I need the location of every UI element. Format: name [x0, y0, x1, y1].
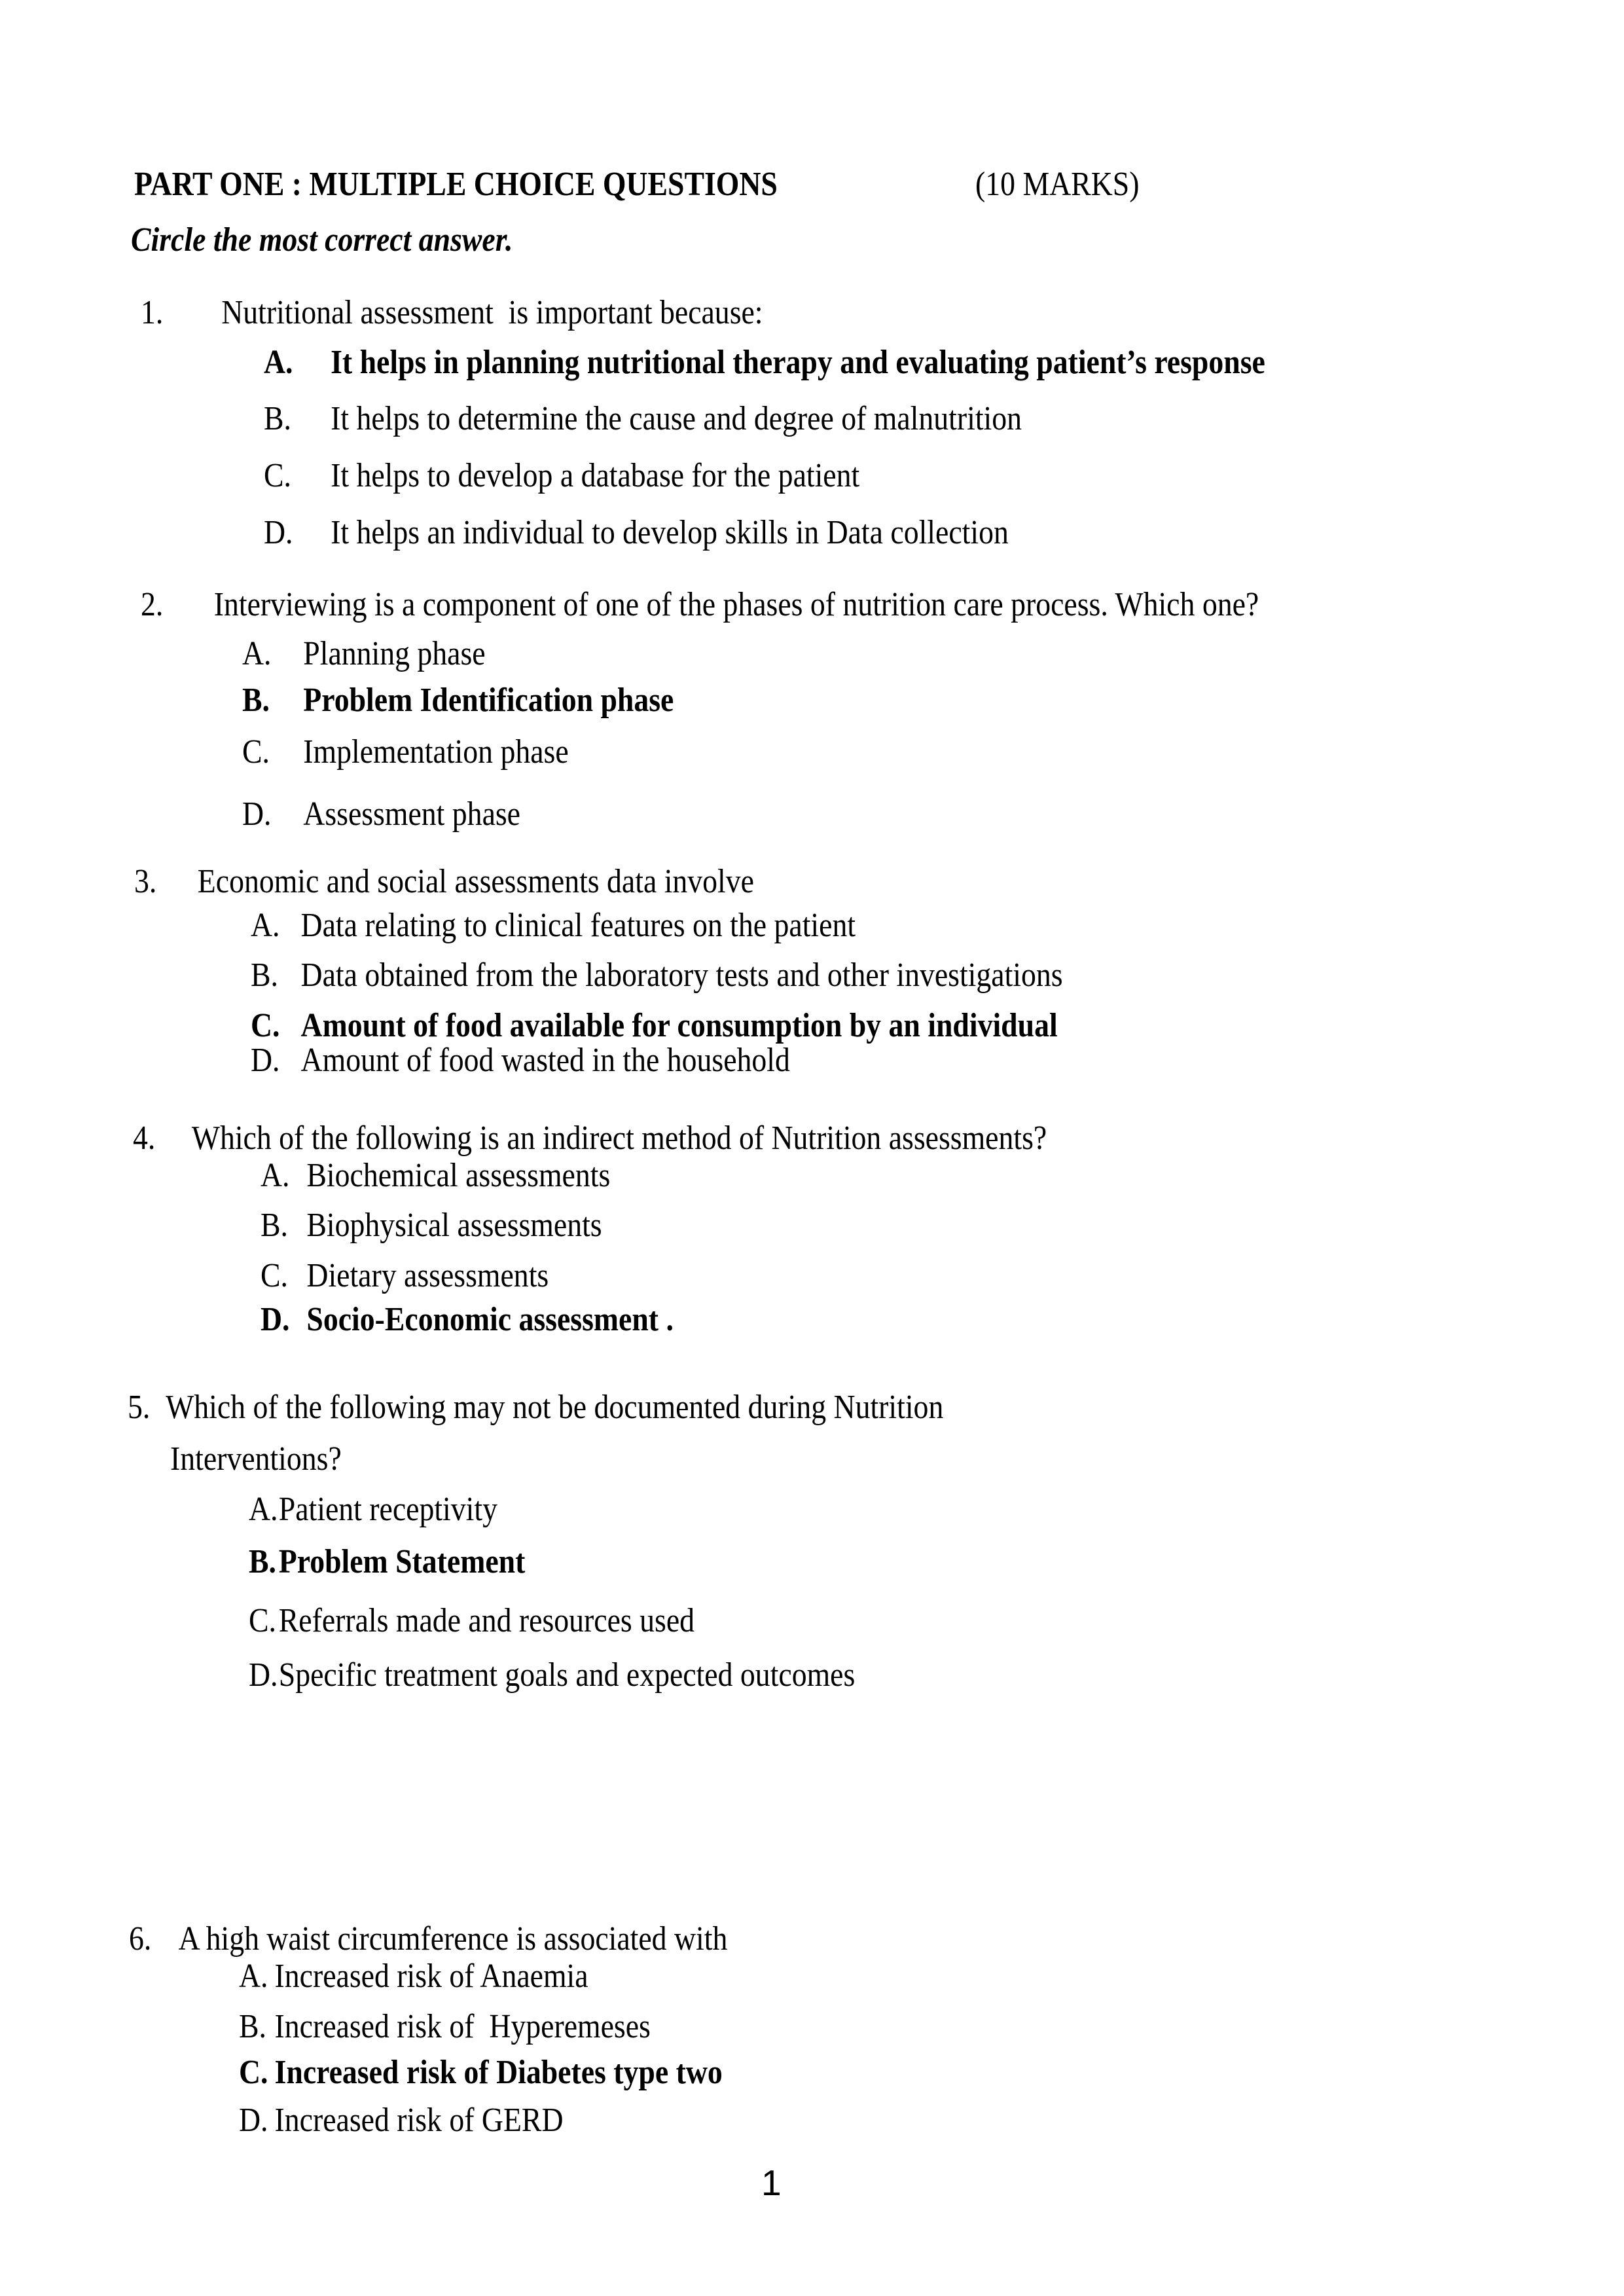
question-1-number: 1. — [141, 294, 164, 331]
option-text: Planning phase — [303, 635, 486, 672]
option-letter: A. — [264, 344, 293, 381]
option-letter: C. — [251, 1007, 280, 1044]
option-text: Biophysical assessments — [306, 1207, 602, 1244]
question-1-text: Nutritional assessment is important because: — [221, 294, 763, 331]
question-5-text: Which of the following may not be documented during Nutrition — [166, 1389, 944, 1426]
option-letter: B. — [242, 682, 270, 719]
option-letter: C. — [249, 1602, 276, 1639]
option-letter: B. — [264, 400, 291, 437]
option-text: Amount of food available for consumption by an individual — [300, 1007, 1058, 1044]
question-5-number: 5. — [128, 1389, 151, 1426]
option-text: Increased risk of GERD — [274, 2102, 564, 2139]
option-letter: A. — [251, 907, 280, 944]
option-text: Increased risk of Hyperemeses — [274, 2008, 651, 2045]
option-letter: B. — [239, 2008, 266, 2045]
question-3-number: 3. — [134, 863, 157, 900]
question-5-option-a — [249, 1490, 497, 1529]
option-letter: C. — [239, 2054, 268, 2091]
question-1-option-c — [264, 456, 859, 496]
option-letter: D. — [249, 1656, 278, 1694]
option-letter: D. — [261, 1301, 290, 1338]
option-text: Dietary assessments — [306, 1257, 549, 1294]
question-1 — [141, 293, 763, 333]
option-letter: C. — [264, 457, 291, 494]
question-6-option-d — [239, 2101, 563, 2140]
question-6-option-c — [239, 2053, 723, 2092]
question-3-text: Economic and social assessments data involve — [197, 863, 754, 900]
question-5-text-line2: Interventions? — [170, 1440, 342, 1478]
question-6-option-a — [239, 1957, 588, 1996]
option-letter: A. — [239, 1958, 268, 1995]
option-text: Specific treatment goals and expected outcomes — [278, 1656, 856, 1694]
question-2-option-d — [242, 795, 520, 834]
question-4-option-d — [261, 1300, 674, 1339]
question-5-option-d — [249, 1656, 855, 1695]
option-letter: D. — [264, 514, 293, 551]
question-1-option-a — [264, 343, 1265, 382]
question-1-option-d — [264, 513, 1009, 553]
question-4-option-c — [261, 1256, 549, 1296]
option-text: Data obtained from the laboratory tests and other investigations — [300, 957, 1063, 994]
question-4 — [133, 1119, 1047, 1158]
option-letter: D. — [251, 1042, 280, 1079]
option-text: Data relating to clinical features on the patient — [300, 907, 856, 944]
question-5-option-c — [249, 1601, 695, 1641]
question-3-option-a — [251, 906, 856, 945]
question-2-option-c — [242, 733, 569, 772]
question-4-option-b — [261, 1206, 602, 1245]
option-text: Amount of food wasted in the household — [300, 1042, 790, 1079]
question-2-number: 2. — [141, 586, 164, 623]
question-5-option-b — [249, 1542, 525, 1582]
option-text: Biochemical assessments — [306, 1157, 611, 1194]
part-title: PART ONE : MULTIPLE CHOICE QUESTIONS — [134, 166, 778, 203]
option-letter: D. — [242, 795, 272, 833]
question-3-option-d — [251, 1041, 790, 1080]
option-text: Increased risk of Anaemia — [274, 1958, 588, 1995]
option-letter: C. — [261, 1257, 288, 1294]
option-text: It helps an individual to develop skills in Data collection — [331, 514, 1009, 551]
question-6-number: 6. — [129, 1920, 152, 1958]
page-number: 1 — [761, 2162, 782, 2203]
question-2-text: Interviewing is a component of one of the phases of nutrition care process. Which one? — [213, 586, 1259, 623]
option-letter: A. — [242, 635, 272, 672]
question-6-option-b — [239, 2007, 651, 2047]
question-4-option-a — [261, 1156, 610, 1195]
option-letter: A. — [261, 1157, 290, 1194]
option-text: It helps in planning nutritional therapy and evaluating patient’s response — [331, 344, 1265, 381]
option-text: Socio-Economic assessment . — [306, 1301, 674, 1338]
option-text: Problem Statement — [278, 1543, 526, 1580]
question-5 — [128, 1388, 943, 1427]
question-4-number: 4. — [133, 1120, 156, 1157]
question-6-text: A high waist circumference is associated with — [178, 1920, 728, 1958]
question-2 — [141, 585, 1259, 625]
option-text: Patient receptivity — [278, 1491, 497, 1528]
question-6 — [129, 1920, 727, 1959]
option-letter: D. — [239, 2102, 268, 2139]
question-4-text: Which of the following is an indirect method of Nutrition assessments? — [191, 1120, 1047, 1157]
question-2-option-b — [242, 681, 674, 720]
option-letter: C. — [242, 733, 270, 771]
option-text: Problem Identification phase — [303, 682, 674, 719]
marks-label: (10 MARKS) — [975, 166, 1140, 203]
option-text: It helps to develop a database for the patient — [331, 457, 860, 494]
question-3-option-c — [251, 1006, 1058, 1046]
option-text: Assessment phase — [303, 795, 520, 833]
instruction: Circle the most correct answer. — [131, 221, 513, 259]
option-text: It helps to determine the cause and degree of malnutrition — [331, 400, 1022, 437]
question-3-option-b — [251, 956, 1063, 995]
option-letter: B. — [249, 1543, 276, 1580]
option-text: Referrals made and resources used — [278, 1602, 695, 1639]
option-text: Implementation phase — [303, 733, 569, 771]
option-letter: B. — [251, 957, 278, 994]
question-2-option-a — [242, 634, 486, 674]
question-3 — [134, 862, 754, 902]
option-text: Increased risk of Diabetes type two — [274, 2054, 723, 2091]
option-letter: A. — [249, 1491, 278, 1528]
option-letter: B. — [261, 1207, 288, 1244]
question-1-option-b — [264, 399, 1022, 439]
